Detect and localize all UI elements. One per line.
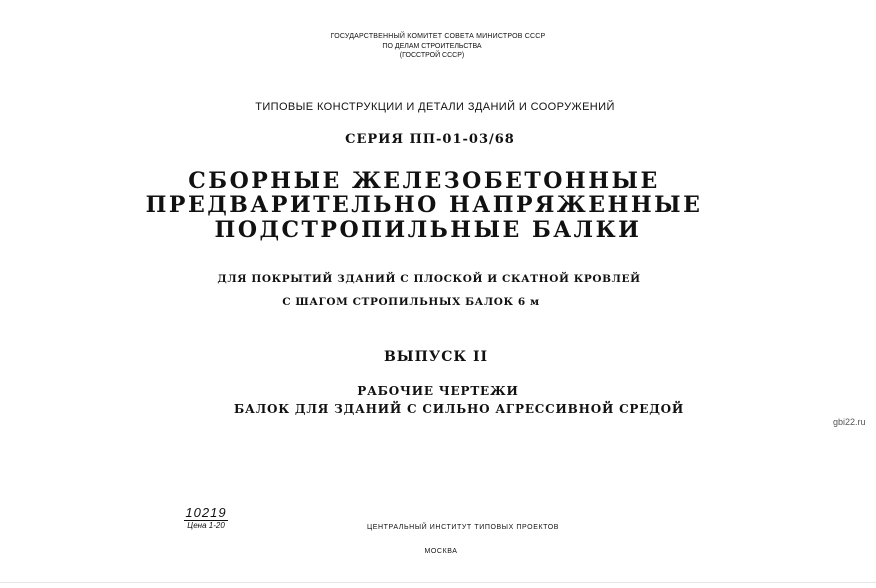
purpose-line-1: ДЛЯ ПОКРЫТИЙ ЗДАНИЙ С ПЛОСКОЙ И СКАТНОЙ КРОВЛЕЙ bbox=[217, 273, 641, 285]
watermark-text: gbi22.ru bbox=[833, 417, 866, 427]
purpose-line-2: С ШАГОМ СТРОПИЛЬНЫХ БАЛОК 6 м bbox=[282, 296, 540, 308]
committee-line-2: ПО ДЕЛАМ СТРОИТЕЛЬСТВА bbox=[382, 43, 482, 50]
page-edge-divider bbox=[0, 582, 876, 583]
publisher-city: МОСКВА bbox=[424, 548, 458, 555]
collection-subtitle: ТИПОВЫЕ КОНСТРУКЦИИ И ДЕТАЛИ ЗДАНИЙ И СООРУЖЕНИЙ bbox=[255, 101, 615, 113]
drawings-line-1: РАБОЧИЕ ЧЕРТЕЖИ bbox=[357, 384, 519, 398]
series-label: СЕРИЯ ПП-01-03/68 bbox=[345, 132, 515, 147]
issue-label: ВЫПУСК II bbox=[383, 349, 489, 365]
drawings-line-2: БАЛОК ДЛЯ ЗДАНИЙ С СИЛЬНО АГРЕССИВНОЙ СРЕДОЙ bbox=[233, 402, 685, 416]
title-line-2: ПРЕДВАРИТЕЛЬНО НАПРЯЖЕННЫЕ bbox=[145, 192, 703, 218]
title-line-1: СБОРНЫЕ ЖЕЛЕЗОБЕТОННЫЕ bbox=[188, 168, 660, 194]
title-line-3: ПОДСТРОПИЛЬНЫЕ БАЛКИ bbox=[214, 217, 642, 243]
committee-line-1: ГОСУДАРСТВЕННЫЙ КОМИТЕТ СОВЕТА МИНИСТРОВ СССР bbox=[330, 33, 546, 40]
publisher-institute: ЦЕНТРАЛЬНЫЙ ИНСТИТУТ ТИПОВЫХ ПРОЕКТОВ bbox=[366, 524, 560, 531]
committee-line-3: (ГОССТРОЙ СССР) bbox=[399, 52, 465, 59]
catalog-price: Цена 1-20 bbox=[187, 521, 225, 530]
catalog-number: 10219 bbox=[185, 505, 227, 520]
